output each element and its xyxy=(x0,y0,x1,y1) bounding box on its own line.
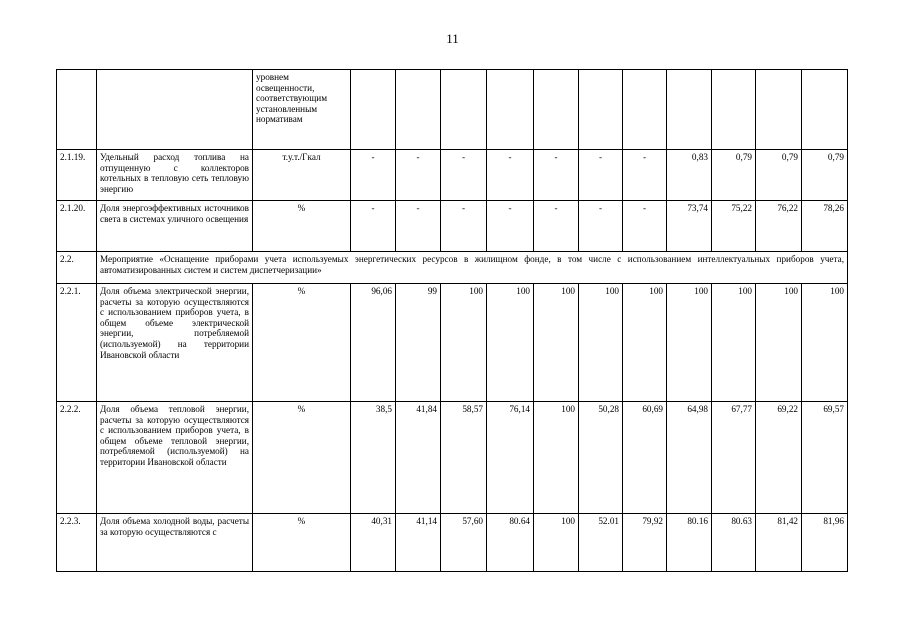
table-row xyxy=(57,514,848,572)
value-cell xyxy=(623,70,667,150)
unit-cell: % xyxy=(253,402,351,514)
value-cell: 79,92 xyxy=(623,514,667,572)
value-cell: - xyxy=(396,201,441,252)
value-cell: 80.63 xyxy=(712,514,756,572)
unit-cell: уровнем освещенности, соответствующим установленным нормативам xyxy=(253,70,351,150)
value-cell: 80.16 xyxy=(667,514,712,572)
row-number: 2.1.20. xyxy=(57,201,97,252)
value-cell: 100 xyxy=(534,284,579,402)
value-cell: 67,77 xyxy=(712,402,756,514)
value-cell xyxy=(351,70,396,150)
value-cell: 100 xyxy=(534,402,579,514)
value-cell: 0,79 xyxy=(712,150,756,201)
value-cell: 75,22 xyxy=(712,201,756,252)
value-cell xyxy=(712,70,756,150)
value-cell: - xyxy=(623,201,667,252)
value-cell: 69,22 xyxy=(756,402,802,514)
row-number: 2.2.2. xyxy=(57,402,97,514)
value-cell: 100 xyxy=(487,284,534,402)
indicator-name xyxy=(97,70,253,150)
value-cell: - xyxy=(487,201,534,252)
value-cell: 41,14 xyxy=(396,514,441,572)
table-row xyxy=(57,70,848,150)
value-cell: 50,28 xyxy=(579,402,623,514)
value-cell: - xyxy=(579,201,623,252)
value-cell: - xyxy=(579,150,623,201)
value-cell: 57,60 xyxy=(441,514,487,572)
unit-cell: % xyxy=(253,514,351,572)
unit-cell: % xyxy=(253,284,351,402)
value-cell xyxy=(802,70,848,150)
row-number: 2.2. xyxy=(57,252,97,284)
indicator-name: Удельный расход топлива на отпущенную с коллекторов котельных в тепловую сеть тепловую энергию xyxy=(97,150,253,201)
value-cell: - xyxy=(623,150,667,201)
row-number xyxy=(57,70,97,150)
indicator-name: Доля объема тепловой энергии, расчеты за которую осуществляются с использованием приборов учета, в общем объеме тепловой энергии, потребляемой (используемой) на территории Ивановской области xyxy=(97,402,253,514)
value-cell: 100 xyxy=(441,284,487,402)
value-cell xyxy=(756,70,802,150)
value-cell: 78,26 xyxy=(802,201,848,252)
value-cell: 100 xyxy=(579,284,623,402)
value-cell: - xyxy=(487,150,534,201)
indicator-name: Доля объема холодной воды, расчеты за которую осуществляются с xyxy=(97,514,253,572)
value-cell: 81,96 xyxy=(802,514,848,572)
value-cell: 40,31 xyxy=(351,514,396,572)
value-cell: 64,98 xyxy=(667,402,712,514)
value-cell: 58,57 xyxy=(441,402,487,514)
value-cell: 96,06 xyxy=(351,284,396,402)
value-cell: - xyxy=(396,150,441,201)
value-cell: 0,83 xyxy=(667,150,712,201)
table-row xyxy=(57,402,848,514)
value-cell: 100 xyxy=(756,284,802,402)
row-number: 2.2.1. xyxy=(57,284,97,402)
value-cell: 76,14 xyxy=(487,402,534,514)
page-number: 11 xyxy=(446,31,459,46)
value-cell: 100 xyxy=(534,514,579,572)
value-cell: 38,5 xyxy=(351,402,396,514)
value-cell: 100 xyxy=(667,284,712,402)
table-row xyxy=(57,201,848,252)
table-row xyxy=(57,150,848,201)
value-cell: 100 xyxy=(802,284,848,402)
indicators-table xyxy=(56,69,848,572)
section-row xyxy=(57,252,848,284)
indicator-name: Доля объема электрической энергии, расчеты за которую осуществляются с использованием приборов учета, в общем объеме электрической энергии, потребляемой (используемой) на территории Ивановской области xyxy=(97,284,253,402)
value-cell: 69,57 xyxy=(802,402,848,514)
value-cell: 0,79 xyxy=(756,150,802,201)
value-cell xyxy=(396,70,441,150)
value-cell: - xyxy=(351,150,396,201)
value-cell: 76,22 xyxy=(756,201,802,252)
value-cell: 41,84 xyxy=(396,402,441,514)
value-cell: 80.64 xyxy=(487,514,534,572)
value-cell: 100 xyxy=(712,284,756,402)
value-cell: 60,69 xyxy=(623,402,667,514)
value-cell xyxy=(487,70,534,150)
value-cell: 52.01 xyxy=(579,514,623,572)
value-cell: 99 xyxy=(396,284,441,402)
indicator-name: Доля энергоэффективных источников света в системах уличного освещения xyxy=(97,201,253,252)
value-cell: 81,42 xyxy=(756,514,802,572)
unit-cell: % xyxy=(253,201,351,252)
row-number: 2.1.19. xyxy=(57,150,97,201)
value-cell xyxy=(534,70,579,150)
table-row xyxy=(57,284,848,402)
value-cell: - xyxy=(441,201,487,252)
value-cell: 100 xyxy=(623,284,667,402)
value-cell xyxy=(579,70,623,150)
value-cell xyxy=(667,70,712,150)
value-cell xyxy=(441,70,487,150)
value-cell: 0,79 xyxy=(802,150,848,201)
unit-cell: т.у.т./Гкал xyxy=(253,150,351,201)
row-number: 2.2.3. xyxy=(57,514,97,572)
value-cell: - xyxy=(351,201,396,252)
value-cell: - xyxy=(441,150,487,201)
value-cell: - xyxy=(534,201,579,252)
value-cell: 73,74 xyxy=(667,201,712,252)
value-cell: - xyxy=(534,150,579,201)
section-title: Мероприятие «Оснащение приборами учета используемых энергетических ресурсов в жилищном фонде, в том числе с использованием интеллектуальных приборов учета, автоматизированных систем и систем диспетчеризации» xyxy=(97,252,848,284)
